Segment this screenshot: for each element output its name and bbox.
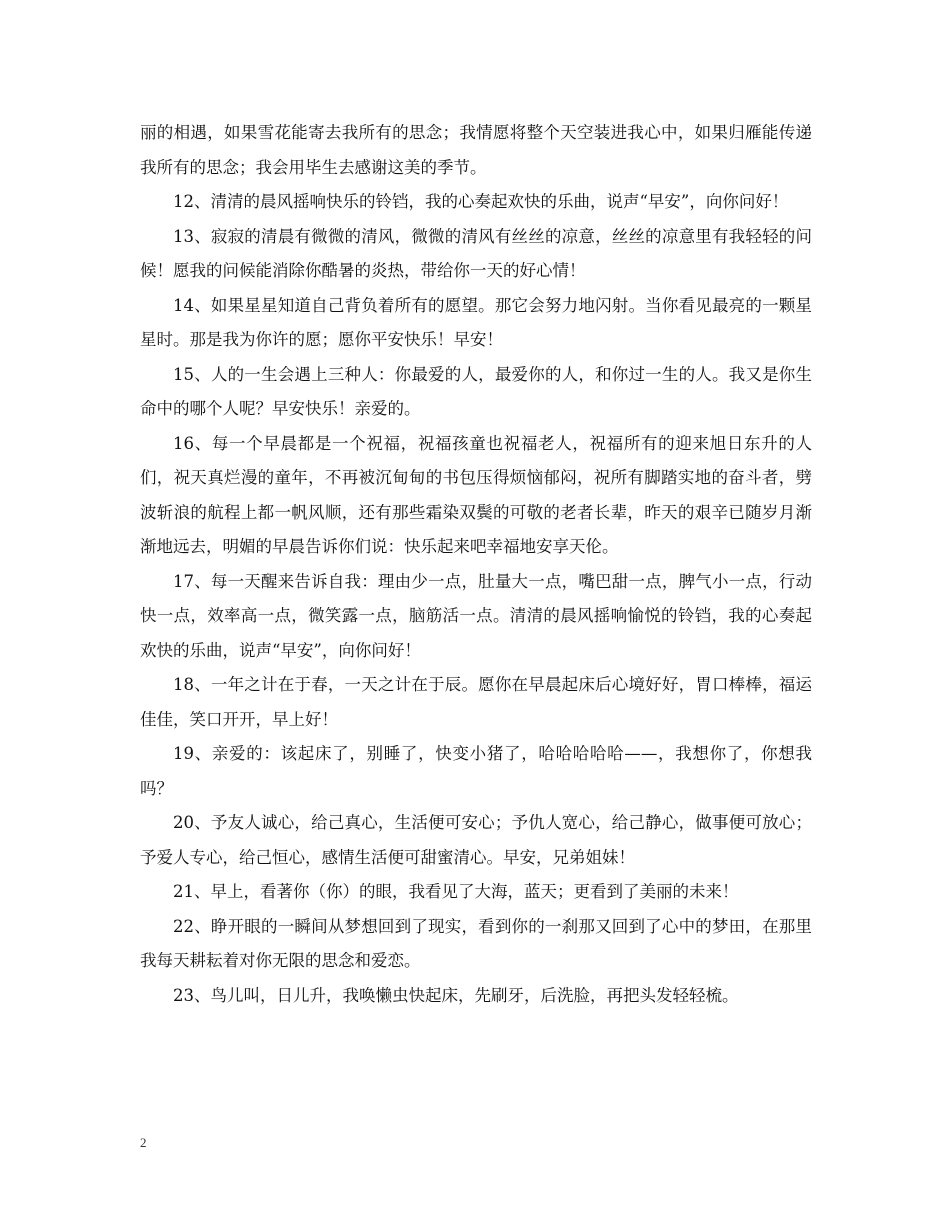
paragraph-17: 17、每一天醒来告诉自我：理由少一点，肚量大一点，嘴巴甜一点，脾气小一点，行动快一点，效率高一点，微笑露一点，脑筋活一点。清清的晨风摇响愉悦的铃铛，我的心奏起欢快的乐曲，说声“早安”，向你问好！	[140, 571, 812, 660]
paragraph-13: 13、寂寂的清晨有微微的清风，微微的清风有丝丝的凉意，丝丝的凉意里有我轻轻的问候！愿我的问候能消除你酷暑的炎热，带给你一天的好心情！	[140, 226, 812, 280]
paragraph-14: 14、如果星星知道自己背负着所有的愿望。那它会努力地闪射。当你看见最亮的一颗星星时。那是我为你许的愿；愿你平安快乐！早安！	[140, 295, 812, 349]
document-body	[140, 116, 812, 1013]
paragraph-15: 15、人的一生会遇上三种人：你最爱的人，最爱你的人，和你过一生的人。我又是你生命中的哪个人呢？早安快乐！亲爱的。	[140, 364, 812, 418]
paragraph-21: 21、早上，看著你（你）的眼，我看见了大海，蓝天；更看到了美丽的未来！	[173, 882, 739, 901]
paragraph-12: 12、清清的晨风摇响快乐的铃铛，我的心奏起欢快的乐曲，说声“早安”，向你问好！	[173, 192, 789, 211]
paragraph-16: 16、每一个早晨都是一个祝福，祝福孩童也祝福老人，祝福所有的迎来旭日东升的人们，祝天真烂漫的童年，不再被沉甸甸的书包压得烦恼郁闷，祝所有脚踏实地的奋斗者，劈波斩浪的航程上都一帆风顺，还有那些霜染双鬓的可敬的老者长辈，昨天的艰辛已随岁月渐渐地远去，明媚的早晨告诉你们说：快乐起来吧幸福地安享天伦。	[140, 433, 812, 556]
paragraph-22: 22、睁开眼的一瞬间从梦想回到了现实，看到你的一刹那又回到了心中的梦田，在那里我每天耕耘着对你无限的思念和爱恋。	[140, 916, 812, 970]
paragraph-20: 20、予友人诚心，给己真心，生活便可安心；予仇人宽心，给己静心，做事便可放心；予爱人专心，给己恒心，感情生活便可甜蜜清心。早安，兄弟姐妹！	[140, 813, 812, 867]
paragraph-23: 23、鸟儿叫，日儿升，我唤懒虫快起床，先刷牙，后洗脸，再把头发轻轻梳。	[173, 985, 739, 1005]
paragraph-continuation: 丽的相遇，如果雪花能寄去我所有的思念；我情愿将整个天空装进我心中，如果归雁能传递我所有的思念；我会用毕生去感谢这美的季节。	[140, 123, 812, 177]
paragraph-19: 19、亲爱的：该起床了，别睡了，快变小猪了，哈哈哈哈哈——，我想你了，你想我吗？	[140, 744, 812, 798]
paragraph-18: 18、一年之计在于春，一天之计在于辰。愿你在早晨起床后心境好好，胃口棒棒，福运佳佳，笑口开开，早上好！	[140, 675, 812, 729]
page-number: 2	[140, 1135, 147, 1150]
